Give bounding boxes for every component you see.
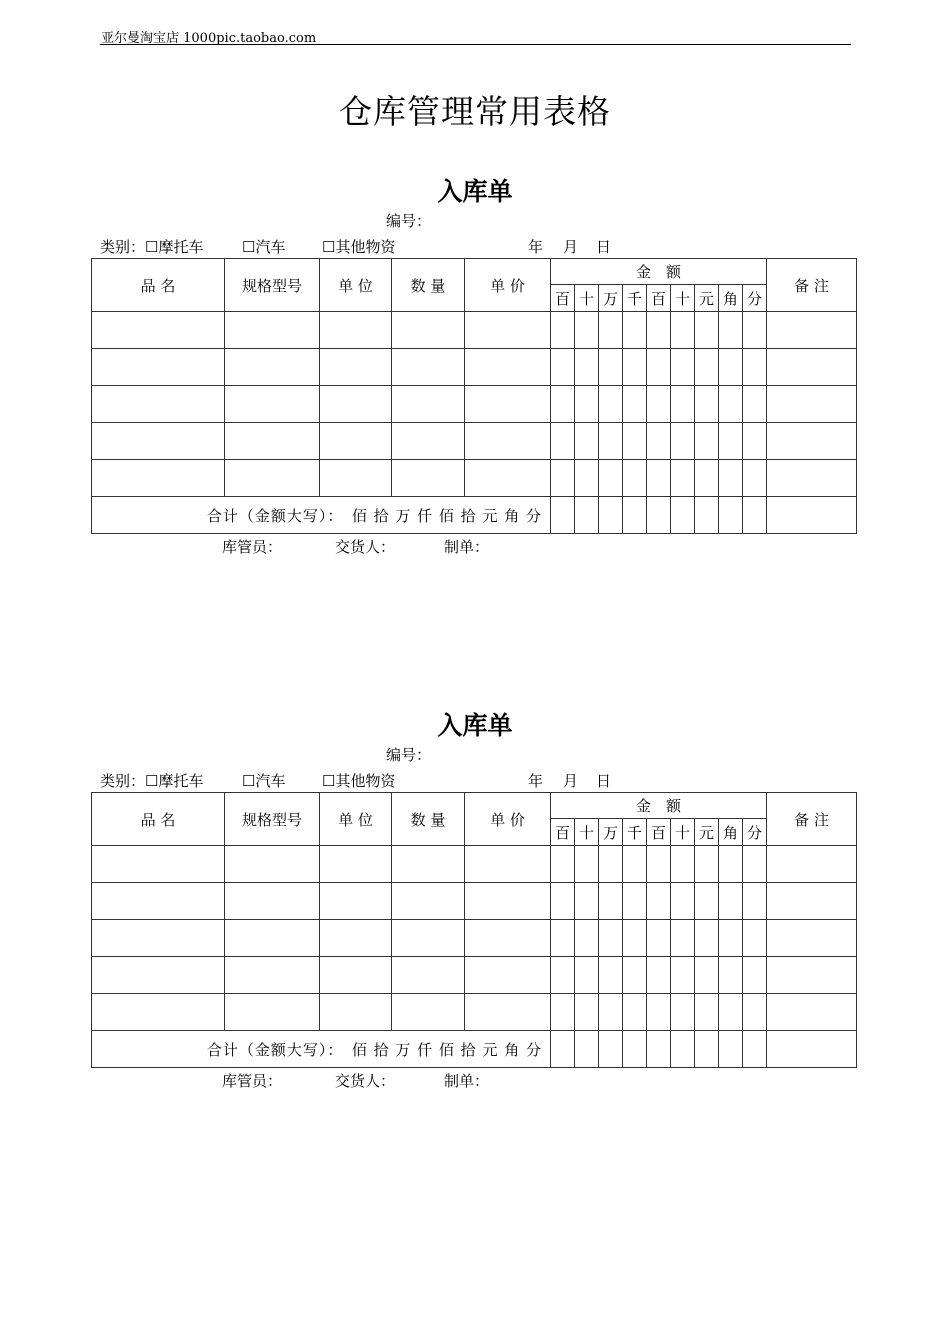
amount-digit-header: 百	[551, 285, 575, 312]
category-row	[100, 236, 395, 257]
serial-number-label: 编号：	[386, 746, 432, 764]
table-cell[interactable]	[320, 349, 392, 386]
col-header-spec: 规格型号	[225, 259, 320, 312]
total-cell[interactable]	[671, 1031, 695, 1068]
table-cell[interactable]	[695, 957, 719, 994]
table-cell[interactable]	[623, 883, 647, 920]
col-header-unit-price: 单 价	[465, 793, 551, 846]
table-cell[interactable]	[320, 312, 392, 349]
table-cell[interactable]	[551, 846, 575, 883]
col-header-quantity: 数 量	[392, 793, 465, 846]
signature-row	[222, 1070, 489, 1091]
date-day-label: 日	[596, 238, 612, 256]
table-cell[interactable]	[767, 423, 857, 460]
table-cell[interactable]	[695, 846, 719, 883]
header-text: 亚尔曼淘宝店 1000pic.taobao.com	[101, 31, 317, 46]
table-cell[interactable]	[92, 349, 225, 386]
warehouse-entry-form-2	[0, 706, 950, 1090]
table-cell[interactable]	[225, 994, 320, 1031]
table-cell[interactable]	[225, 460, 320, 497]
total-row	[92, 497, 857, 534]
table-cell[interactable]	[623, 386, 647, 423]
total-cell[interactable]	[647, 497, 671, 534]
table-cell[interactable]	[767, 883, 857, 920]
amount-digit-header: 十	[671, 285, 695, 312]
table-cell[interactable]	[647, 883, 671, 920]
table-cell[interactable]	[575, 846, 599, 883]
amount-digit-header: 角	[719, 285, 743, 312]
table-cell[interactable]	[647, 423, 671, 460]
table-cell[interactable]	[719, 883, 743, 920]
signature-maker-label: 制单：	[444, 1072, 490, 1090]
table-cell[interactable]	[623, 349, 647, 386]
table-cell[interactable]	[599, 312, 623, 349]
table-cell[interactable]	[719, 423, 743, 460]
total-cell[interactable]	[575, 497, 599, 534]
category-option-other[interactable]: ☐其他物资	[322, 238, 396, 256]
table-cell[interactable]	[465, 386, 551, 423]
total-cell[interactable]	[599, 1031, 623, 1068]
table-cell[interactable]	[575, 957, 599, 994]
table-cell[interactable]	[743, 846, 767, 883]
table-cell[interactable]	[551, 994, 575, 1031]
table-cell[interactable]	[92, 460, 225, 497]
table-cell[interactable]	[575, 349, 599, 386]
col-header-name: 品 名	[92, 793, 225, 846]
table-cell[interactable]	[767, 312, 857, 349]
table-cell[interactable]	[623, 957, 647, 994]
date-row	[528, 236, 611, 257]
table-cell[interactable]	[225, 349, 320, 386]
table-cell[interactable]	[671, 423, 695, 460]
table-cell[interactable]	[623, 920, 647, 957]
total-cell[interactable]	[623, 1031, 647, 1068]
category-option-car[interactable]: ☐汽车	[242, 772, 286, 790]
table-cell[interactable]	[465, 349, 551, 386]
amount-digit-header: 分	[743, 819, 767, 846]
table-cell[interactable]	[225, 386, 320, 423]
table-cell[interactable]	[575, 994, 599, 1031]
table-cell[interactable]	[743, 423, 767, 460]
total-amount-label: 合计（金额大写）： 佰 拾 万 仟 佰 拾 元 角 分	[92, 1031, 551, 1068]
table-row	[92, 846, 857, 883]
col-header-spec: 规格型号	[225, 793, 320, 846]
signature-deliverer-label: 交货人：	[335, 538, 396, 556]
table-cell[interactable]	[599, 883, 623, 920]
signature-keeper-label: 库管员：	[222, 1072, 283, 1090]
table-cell[interactable]	[695, 994, 719, 1031]
table-cell[interactable]	[767, 957, 857, 994]
table-cell[interactable]	[671, 846, 695, 883]
table-cell[interactable]	[767, 460, 857, 497]
amount-digit-header: 千	[623, 285, 647, 312]
col-header-unit-price: 单 价	[465, 259, 551, 312]
table-cell[interactable]	[465, 312, 551, 349]
table-cell[interactable]	[575, 883, 599, 920]
amount-digit-header: 百	[551, 819, 575, 846]
serial-number-label: 编号：	[386, 212, 432, 230]
table-row	[92, 460, 857, 497]
table-cell[interactable]	[551, 957, 575, 994]
table-cell[interactable]	[695, 883, 719, 920]
date-year-label: 年	[528, 772, 544, 790]
table-cell[interactable]	[671, 386, 695, 423]
total-row	[92, 1031, 857, 1068]
amount-digit-header: 万	[599, 819, 623, 846]
table-cell[interactable]	[92, 920, 225, 957]
table-row	[92, 883, 857, 920]
table-cell[interactable]	[575, 423, 599, 460]
table-cell[interactable]	[719, 312, 743, 349]
table-cell[interactable]	[392, 349, 465, 386]
table-cell[interactable]	[719, 994, 743, 1031]
table-cell[interactable]	[743, 994, 767, 1031]
table-cell[interactable]	[647, 846, 671, 883]
table-cell[interactable]	[465, 846, 551, 883]
entry-table	[91, 792, 857, 1068]
table-cell[interactable]	[695, 423, 719, 460]
total-cell[interactable]	[551, 1031, 575, 1068]
table-cell[interactable]	[225, 846, 320, 883]
table-cell[interactable]	[551, 312, 575, 349]
table-cell[interactable]	[647, 957, 671, 994]
table-cell[interactable]	[320, 994, 392, 1031]
table-cell[interactable]	[551, 883, 575, 920]
category-option-motorcycle[interactable]: ☐摩托车	[145, 238, 204, 256]
table-cell[interactable]	[671, 883, 695, 920]
amount-digit-header: 千	[623, 819, 647, 846]
table-cell[interactable]	[719, 957, 743, 994]
table-cell[interactable]	[320, 386, 392, 423]
col-header-amount: 金 额	[551, 793, 767, 819]
table-cell[interactable]	[767, 349, 857, 386]
form-title: 入库单	[437, 177, 513, 206]
table-cell[interactable]	[743, 386, 767, 423]
amount-digit-header: 十	[671, 819, 695, 846]
category-option-car[interactable]: ☐汽车	[242, 238, 286, 256]
col-header-remark: 备 注	[767, 793, 857, 846]
table-cell[interactable]	[671, 920, 695, 957]
table-cell[interactable]	[767, 386, 857, 423]
table-cell[interactable]	[392, 920, 465, 957]
table-cell[interactable]	[551, 423, 575, 460]
table-cell[interactable]	[392, 883, 465, 920]
table-cell[interactable]	[671, 349, 695, 386]
table-cell[interactable]	[647, 460, 671, 497]
total-cell[interactable]	[767, 1031, 857, 1068]
category-row	[100, 770, 395, 791]
table-cell[interactable]	[392, 312, 465, 349]
table-cell[interactable]	[575, 920, 599, 957]
total-cell[interactable]	[695, 497, 719, 534]
table-cell[interactable]	[465, 994, 551, 1031]
table-cell[interactable]	[225, 920, 320, 957]
table-cell[interactable]	[647, 312, 671, 349]
total-cell[interactable]	[575, 1031, 599, 1068]
amount-digit-header: 百	[647, 285, 671, 312]
table-row	[92, 349, 857, 386]
total-cell[interactable]	[623, 497, 647, 534]
total-cell[interactable]	[647, 1031, 671, 1068]
table-cell[interactable]	[719, 460, 743, 497]
table-cell[interactable]	[743, 883, 767, 920]
warehouse-entry-form-1	[0, 172, 950, 556]
table-cell[interactable]	[719, 846, 743, 883]
col-header-name: 品 名	[92, 259, 225, 312]
table-cell[interactable]	[695, 312, 719, 349]
table-cell[interactable]	[575, 460, 599, 497]
header-divider	[100, 44, 851, 45]
table-cell[interactable]	[465, 957, 551, 994]
table-cell[interactable]	[320, 883, 392, 920]
table-cell[interactable]	[647, 349, 671, 386]
table-row	[92, 423, 857, 460]
table-cell[interactable]	[719, 349, 743, 386]
table-cell[interactable]	[719, 920, 743, 957]
total-cell[interactable]	[551, 497, 575, 534]
date-day-label: 日	[596, 772, 612, 790]
form-title: 入库单	[437, 711, 513, 740]
table-cell[interactable]	[647, 920, 671, 957]
table-cell[interactable]	[392, 846, 465, 883]
table-cell[interactable]	[92, 312, 225, 349]
table-cell[interactable]	[599, 920, 623, 957]
table-cell[interactable]	[225, 883, 320, 920]
table-cell[interactable]	[465, 460, 551, 497]
total-cell[interactable]	[743, 497, 767, 534]
date-month-label: 月	[563, 238, 579, 256]
table-cell[interactable]	[551, 460, 575, 497]
table-cell[interactable]	[599, 386, 623, 423]
table-cell[interactable]	[92, 423, 225, 460]
amount-digit-header: 百	[647, 819, 671, 846]
table-cell[interactable]	[320, 957, 392, 994]
category-label: 类别：	[100, 772, 146, 790]
table-cell[interactable]	[465, 883, 551, 920]
category-option-motorcycle[interactable]: ☐摩托车	[145, 772, 204, 790]
table-cell[interactable]	[465, 423, 551, 460]
table-cell[interactable]	[767, 920, 857, 957]
table-cell[interactable]	[92, 846, 225, 883]
table-cell[interactable]	[623, 312, 647, 349]
total-cell[interactable]	[695, 1031, 719, 1068]
total-amount-label: 合计（金额大写）： 佰 拾 万 仟 佰 拾 元 角 分	[92, 497, 551, 534]
total-cell[interactable]	[719, 497, 743, 534]
amount-digit-header: 分	[743, 285, 767, 312]
table-cell[interactable]	[320, 460, 392, 497]
table-cell[interactable]	[575, 386, 599, 423]
amount-digit-header: 元	[695, 285, 719, 312]
total-cell[interactable]	[671, 497, 695, 534]
col-header-quantity: 数 量	[392, 259, 465, 312]
table-cell[interactable]	[647, 994, 671, 1031]
col-header-unit: 单 位	[320, 259, 392, 312]
table-cell[interactable]	[320, 423, 392, 460]
table-cell[interactable]	[671, 957, 695, 994]
table-cell[interactable]	[225, 423, 320, 460]
table-cell[interactable]	[623, 460, 647, 497]
table-cell[interactable]	[599, 349, 623, 386]
table-row	[92, 957, 857, 994]
table-cell[interactable]	[623, 994, 647, 1031]
table-cell[interactable]	[92, 386, 225, 423]
table-cell[interactable]	[671, 994, 695, 1031]
signature-row	[222, 536, 489, 557]
table-cell[interactable]	[599, 423, 623, 460]
col-header-amount: 金 额	[551, 259, 767, 285]
table-cell[interactable]	[392, 386, 465, 423]
table-cell[interactable]	[671, 312, 695, 349]
col-header-unit: 单 位	[320, 793, 392, 846]
amount-digit-header: 十	[575, 285, 599, 312]
table-cell[interactable]	[92, 994, 225, 1031]
table-row	[92, 920, 857, 957]
table-cell[interactable]	[743, 349, 767, 386]
total-cell[interactable]	[743, 1031, 767, 1068]
table-cell[interactable]	[743, 920, 767, 957]
document-title: 仓库管理常用表格	[339, 92, 611, 131]
table-row	[92, 994, 857, 1031]
table-cell[interactable]	[599, 957, 623, 994]
table-cell[interactable]	[695, 460, 719, 497]
table-cell[interactable]	[695, 920, 719, 957]
table-cell[interactable]	[320, 920, 392, 957]
amount-digit-header: 元	[695, 819, 719, 846]
table-cell[interactable]	[743, 460, 767, 497]
table-cell[interactable]	[392, 423, 465, 460]
signature-deliverer-label: 交货人：	[335, 1072, 396, 1090]
table-cell[interactable]	[392, 460, 465, 497]
table-cell[interactable]	[743, 312, 767, 349]
total-cell[interactable]	[599, 497, 623, 534]
amount-digit-header: 万	[599, 285, 623, 312]
table-cell[interactable]	[392, 994, 465, 1031]
amount-digit-header: 十	[575, 819, 599, 846]
signature-keeper-label: 库管员：	[222, 538, 283, 556]
table-cell[interactable]	[392, 957, 465, 994]
table-cell[interactable]	[225, 312, 320, 349]
date-year-label: 年	[528, 238, 544, 256]
table-cell[interactable]	[551, 920, 575, 957]
table-cell[interactable]	[623, 846, 647, 883]
table-cell[interactable]	[767, 994, 857, 1031]
signature-maker-label: 制单：	[444, 538, 490, 556]
table-cell[interactable]	[695, 349, 719, 386]
total-cell[interactable]	[719, 1031, 743, 1068]
table-cell[interactable]	[599, 846, 623, 883]
table-cell[interactable]	[623, 423, 647, 460]
table-cell[interactable]	[599, 460, 623, 497]
amount-digit-header: 角	[719, 819, 743, 846]
table-cell[interactable]	[671, 460, 695, 497]
table-cell[interactable]	[320, 846, 392, 883]
table-row	[92, 386, 857, 423]
category-option-other[interactable]: ☐其他物资	[322, 772, 396, 790]
table-cell[interactable]	[92, 883, 225, 920]
table-cell[interactable]	[647, 386, 671, 423]
table-cell[interactable]	[767, 846, 857, 883]
table-cell[interactable]	[551, 386, 575, 423]
table-cell[interactable]	[92, 957, 225, 994]
total-cell[interactable]	[767, 497, 857, 534]
table-cell[interactable]	[695, 386, 719, 423]
table-cell[interactable]	[575, 312, 599, 349]
table-cell[interactable]	[551, 349, 575, 386]
table-row	[92, 312, 857, 349]
entry-table	[91, 258, 857, 534]
table-cell[interactable]	[719, 386, 743, 423]
table-cell[interactable]	[599, 994, 623, 1031]
date-month-label: 月	[563, 772, 579, 790]
date-row	[528, 770, 611, 791]
category-label: 类别：	[100, 238, 146, 256]
table-cell[interactable]	[225, 957, 320, 994]
table-cell[interactable]	[743, 957, 767, 994]
table-cell[interactable]	[465, 920, 551, 957]
col-header-remark: 备 注	[767, 259, 857, 312]
